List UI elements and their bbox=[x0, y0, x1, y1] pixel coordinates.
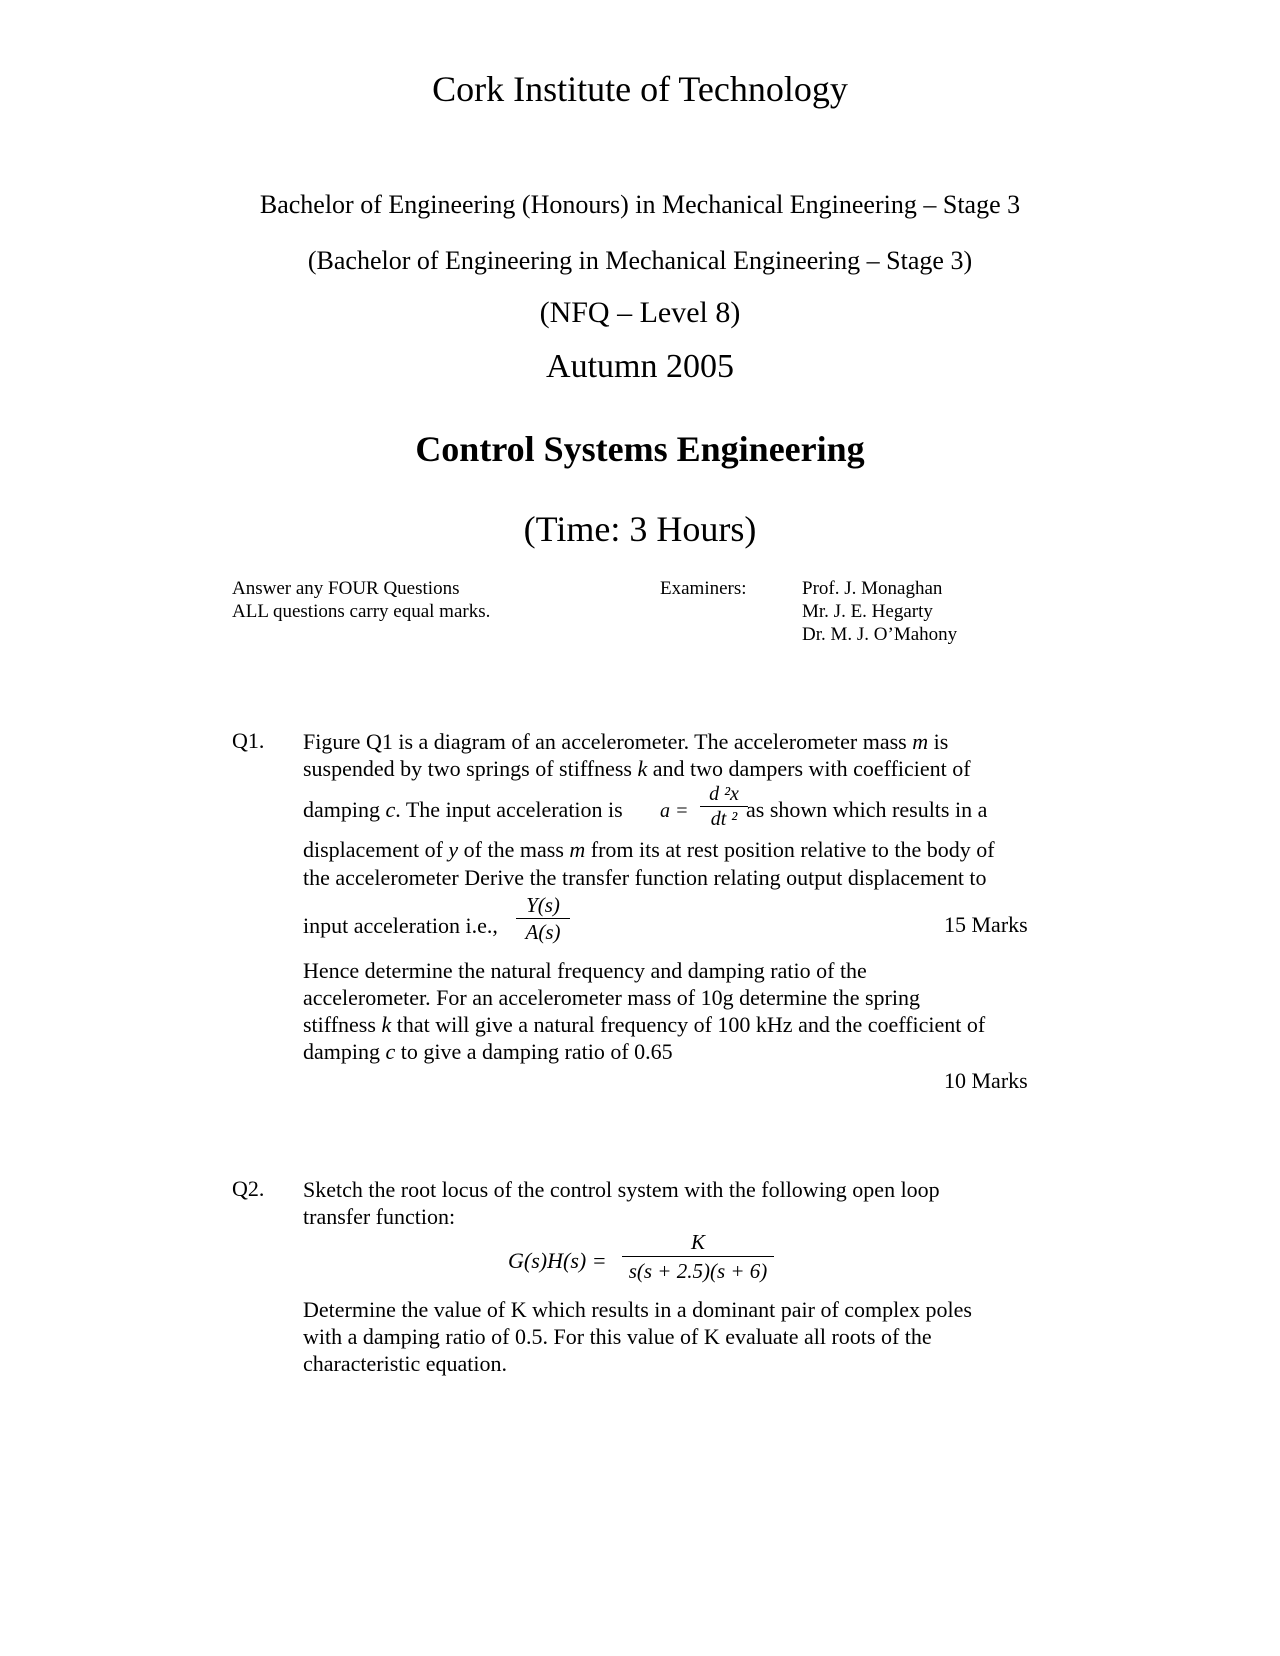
q2-equation-lhs: G(s)H(s) = bbox=[508, 1248, 607, 1273]
q1-var-m-2: m bbox=[569, 837, 586, 862]
q1-para2-line-3 bbox=[303, 1011, 985, 1038]
q1-line-1-end: is bbox=[928, 729, 949, 754]
q1-para2-line-4-text-a: damping bbox=[303, 1039, 386, 1064]
q1-line-3-text-b: . The input acceleration is bbox=[395, 797, 623, 822]
q1-marks-part-a: 15 Marks bbox=[944, 912, 1028, 937]
tf-numerator: Y(s) bbox=[526, 893, 560, 917]
accel-numerator: d ²x bbox=[709, 783, 739, 805]
q1-line-6: input acceleration i.e., bbox=[303, 913, 498, 938]
q1-line-1 bbox=[303, 728, 948, 755]
q1-number: Q1. bbox=[232, 728, 265, 753]
accel-lhs: a = bbox=[660, 800, 689, 822]
examiner-3: Dr. M. J. O’Mahony bbox=[802, 624, 958, 645]
nfq-level: (NFQ – Level 8) bbox=[539, 296, 741, 329]
q2-para2-line-1: Determine the value of K which results in a dominant pair of complex poles bbox=[303, 1297, 972, 1322]
q1-line-2-text-a: suspended by two springs of stiffness bbox=[303, 756, 638, 781]
q1-line-1-text: Figure Q1 is a diagram of an accelerometer. The accelerometer mass bbox=[303, 729, 913, 754]
subject-title: Control Systems Engineering bbox=[415, 429, 865, 469]
q1-para2-line-4 bbox=[303, 1038, 673, 1065]
exam-session: Autumn 2005 bbox=[546, 348, 734, 385]
examiner-1: Prof. J. Monaghan bbox=[802, 578, 943, 599]
q2-para2-line-3: characteristic equation. bbox=[303, 1351, 508, 1376]
q2-line-1: Sketch the root locus of the control system with the following open loop bbox=[303, 1177, 940, 1202]
q1-line-2-text-b: and two dampers with coefficient of bbox=[647, 756, 971, 781]
q1-line-3-end: as shown which results in a bbox=[746, 797, 988, 822]
q1-line-4-text-b: of the mass bbox=[458, 837, 570, 862]
tf-denominator: A(s) bbox=[525, 920, 561, 944]
q1-line-3-start bbox=[303, 796, 623, 823]
q2-equation-denominator: s(s + 2.5)(s + 6) bbox=[628, 1259, 768, 1283]
q1-line-5: the accelerometer Derive the transfer function relating output displacement to bbox=[303, 865, 987, 890]
q1-var-c: c bbox=[385, 797, 396, 822]
q1-line-2 bbox=[303, 755, 971, 782]
transfer-function-fraction bbox=[516, 892, 570, 945]
q1-var-m: m bbox=[912, 729, 929, 754]
q1-para2-line-1: Hence determine the natural frequency and damping ratio of the bbox=[303, 958, 867, 983]
examiner-2: Mr. J. E. Hegarty bbox=[802, 601, 933, 622]
q1-marks-part-b: 10 Marks bbox=[944, 1068, 1028, 1093]
q2-equation-numerator: K bbox=[690, 1230, 705, 1254]
degree-honours: Bachelor of Engineering (Honours) in Mechanical Engineering – Stage 3 bbox=[259, 190, 1021, 219]
q1-para2-line-3-text-b: that will give a natural frequency of 100 kHz and the coefficient of bbox=[391, 1012, 986, 1037]
degree-ordinary: (Bachelor of Engineering in Mechanical Engineering – Stage 3) bbox=[307, 246, 973, 275]
q1-var-k: k bbox=[637, 756, 648, 781]
q2-para2-line-2: with a damping ratio of 0.5. For this value of K evaluate all roots of the bbox=[303, 1324, 932, 1349]
q1-var-c-2: c bbox=[385, 1039, 396, 1064]
q2-number: Q2. bbox=[232, 1176, 265, 1201]
q1-line-3-text-a: damping bbox=[303, 797, 386, 822]
q1-para2-line-2: accelerometer. For an accelerometer mass of 10g determine the spring bbox=[303, 985, 920, 1010]
exam-duration: (Time: 3 Hours) bbox=[523, 509, 757, 549]
q1-var-y: y bbox=[448, 837, 459, 862]
instruction-answer-four: Answer any FOUR Questions bbox=[232, 578, 460, 599]
q1-para2-line-3-text-a: stiffness bbox=[303, 1012, 382, 1037]
institution-title: Cork Institute of Technology bbox=[432, 69, 848, 109]
accel-denominator: dt ² bbox=[710, 808, 738, 830]
q1-var-k-2: k bbox=[381, 1012, 392, 1037]
q2-equation-fraction bbox=[622, 1228, 774, 1285]
examiners-label: Examiners: bbox=[660, 578, 747, 599]
instruction-equal-marks: ALL questions carry equal marks. bbox=[232, 601, 491, 622]
q1-para2-line-4-text-b: to give a damping ratio of 0.65 bbox=[395, 1039, 673, 1064]
q1-line-4 bbox=[303, 836, 995, 863]
q1-line-4-text-a: displacement of bbox=[303, 837, 449, 862]
q2-line-2: transfer function: bbox=[303, 1204, 456, 1229]
q1-line-4-text-c: from its at rest position relative to the body of bbox=[585, 837, 995, 862]
accel-fraction bbox=[700, 782, 748, 831]
